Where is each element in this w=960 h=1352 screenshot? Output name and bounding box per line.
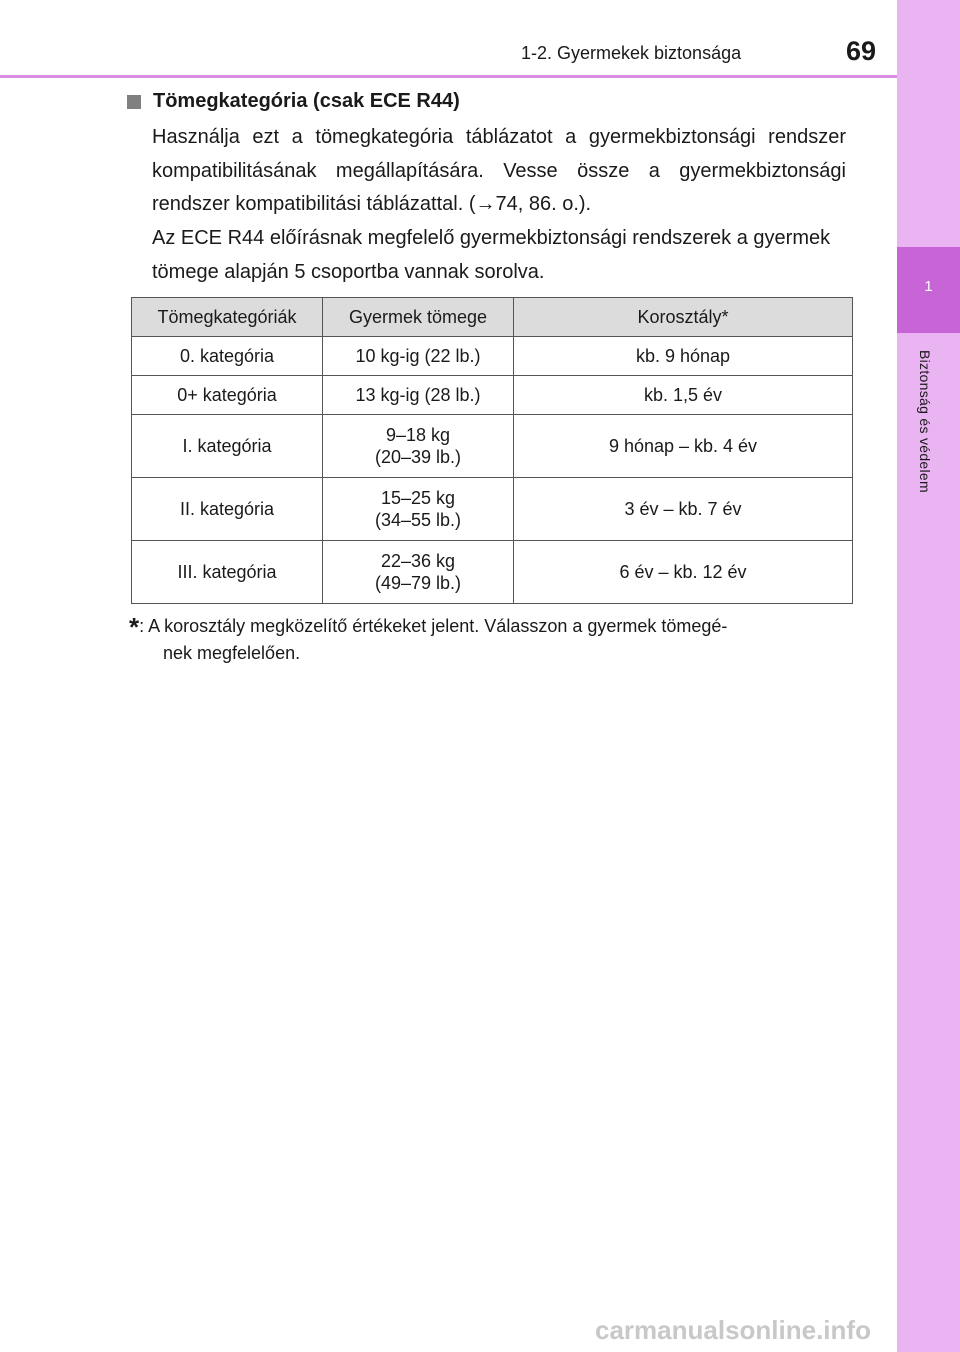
chapter-label: Biztonság és védelem (917, 350, 933, 493)
weight-kg: 9–18 kg (385, 425, 451, 445)
table-row (132, 478, 853, 541)
cell-category: 0+ kategória (132, 376, 323, 415)
cell-weight (323, 541, 514, 604)
table-row (132, 415, 853, 478)
square-bullet-icon (127, 95, 141, 109)
cell-age: 6 év – kb. 12 év (514, 541, 853, 604)
table-row (132, 376, 853, 415)
weight-kg: 15–25 kg (380, 488, 456, 508)
cell-category: I. kategória (132, 415, 323, 478)
table-row (132, 337, 853, 376)
cell-age: 9 hónap – kb. 4 év (514, 415, 853, 478)
chapter-tab (897, 247, 960, 333)
page-number: 69 (846, 36, 877, 66)
weight-lb: (20–39 lb.) (374, 447, 462, 467)
cell-category: III. kategória (132, 541, 323, 604)
cell-weight (323, 415, 514, 478)
footnote (129, 613, 849, 666)
paragraph-groups: Az ECE R44 előírásnak megfelelő gyermekbiztonsági rendszerek a gyermek tömege alapján 5 csoportba vannak sorolva. (152, 227, 831, 283)
cell-age: 3 év – kb. 7 év (514, 478, 853, 541)
footnote-line2: nek megfelelően. (163, 643, 301, 663)
footnote-line1: : A korosztály megközelítő értékeket jelent. Válasszon a gyermek tömegé- (139, 616, 728, 636)
weight-lb: (34–55 lb.) (374, 510, 462, 530)
header-category: Tömegkategóriák (132, 298, 323, 337)
cell-category: II. kategória (132, 478, 323, 541)
side-strip (897, 0, 960, 1352)
table-row (132, 541, 853, 604)
weight-category-table (131, 297, 853, 604)
footnote-marker: * (129, 612, 140, 642)
section-title: 1-2. Gyermekek biztonsága (521, 43, 742, 63)
weight-kg: 22–36 kg (380, 551, 456, 571)
header-age: Korosztály* (514, 298, 853, 337)
cell-weight (323, 478, 514, 541)
section-heading: Tömegkategória (csak ECE R44) (153, 90, 460, 112)
header-rule (0, 75, 897, 78)
cell-weight: 13 kg-ig (28 lb.) (323, 376, 514, 415)
cell-age: kb. 1,5 év (514, 376, 853, 415)
header-weight: Gyermek tömege (323, 298, 514, 337)
table-header-row (132, 298, 853, 337)
paragraph-intro: Használja ezt a tömegkategória táblázatot a gyermekbiztonsági rendszer kompatibilitásának megállapítására. Vesse össze a gyermekbiztonsági rendszer kompatibilitási táblázattal. (→74, 86. o.). (152, 126, 846, 215)
weight-lb: (49–79 lb.) (374, 573, 462, 593)
watermark: carmanualsonline.info (595, 1315, 871, 1345)
chapter-number: 1 (924, 278, 933, 295)
cell-weight: 10 kg-ig (22 lb.) (323, 337, 514, 376)
cell-category: 0. kategória (132, 337, 323, 376)
cell-age: kb. 9 hónap (514, 337, 853, 376)
